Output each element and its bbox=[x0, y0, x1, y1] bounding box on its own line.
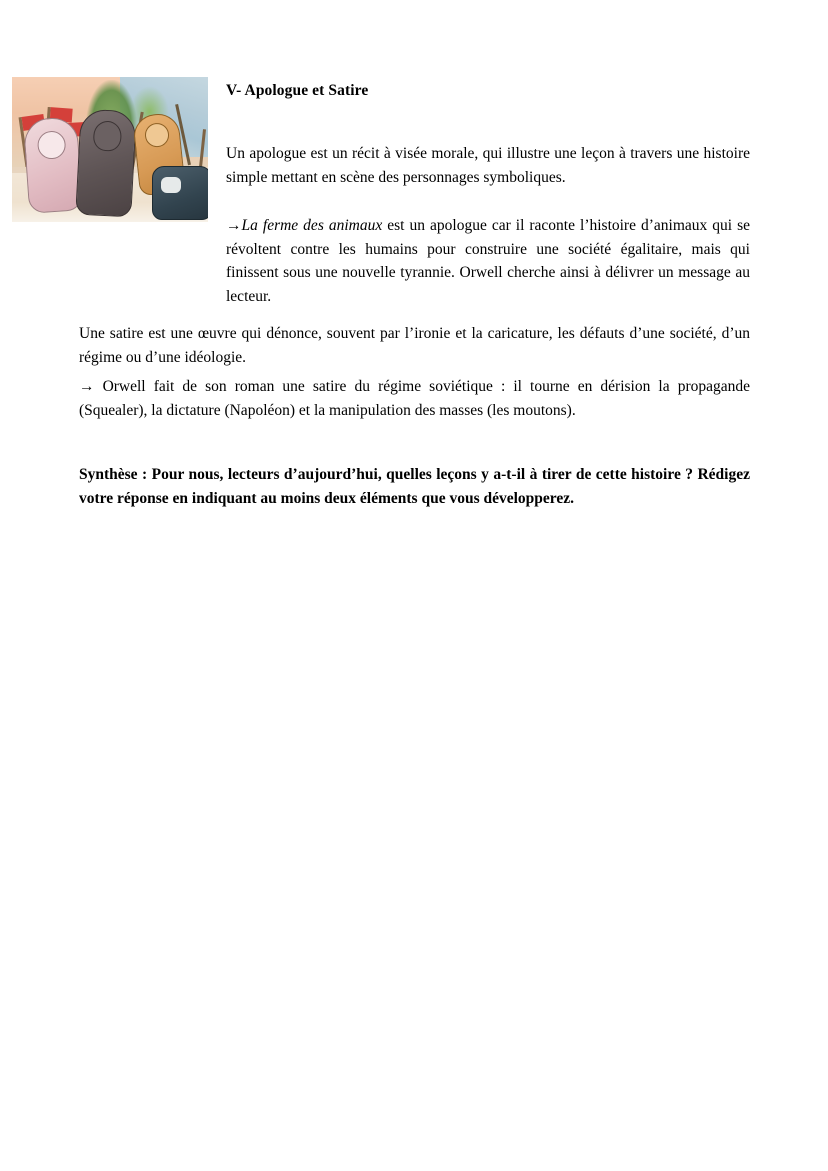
book-title-italic: La ferme des animaux bbox=[241, 217, 383, 234]
donkey-figure bbox=[75, 109, 136, 218]
pig-figure bbox=[23, 116, 83, 214]
section-heading: V- Apologue et Satire bbox=[226, 82, 369, 99]
cow-figure bbox=[152, 166, 208, 220]
paragraph-satire-example bbox=[79, 375, 750, 422]
farm-animals-illustration bbox=[12, 77, 208, 222]
paragraph-satire-definition bbox=[79, 322, 750, 369]
paragraph-apologue-example bbox=[226, 214, 750, 308]
paragraph-satire-definition-text: Une satire est une œuvre qui dénonce, souvent par l’ironie et la caricature, les défauts d’une société, d’un régime ou d’une idéologie. bbox=[79, 325, 750, 366]
paragraph-apologue-example-text: est un apologue car il raconte l’histoire d’animaux qui se révoltent contre les humains pour construire une société égalitaire, mais qui finissent sous une nouvelle tyrannie. Orwell cherche ainsi à délivrer un message au lecteur. bbox=[226, 217, 751, 305]
synthesis-text: Synthèse : Pour nous, lecteurs d’aujourd’hui, quelles leçons y a-t-il à tirer de cette histoire ? Rédigez votre réponse en indiquant au moins deux éléments que vous développerez. bbox=[79, 466, 750, 507]
synthesis-paragraph bbox=[79, 463, 750, 510]
arrow-glyph: → bbox=[79, 378, 95, 395]
arrow-glyph: → bbox=[226, 217, 242, 234]
paragraph-apologue-definition bbox=[226, 142, 750, 189]
paragraph-satire-example-text: Orwell fait de son roman une satire du régime soviétique : il tourne en dérision la propagande (Squealer), la dictature (Napoléon) et la manipulation des masses (les moutons). bbox=[79, 378, 750, 419]
paragraph-apologue-definition-text: Un apologue est un récit à visée morale, qui illustre une leçon à travers une histoire simple mettant en scène des personnages symboliques. bbox=[226, 145, 750, 186]
